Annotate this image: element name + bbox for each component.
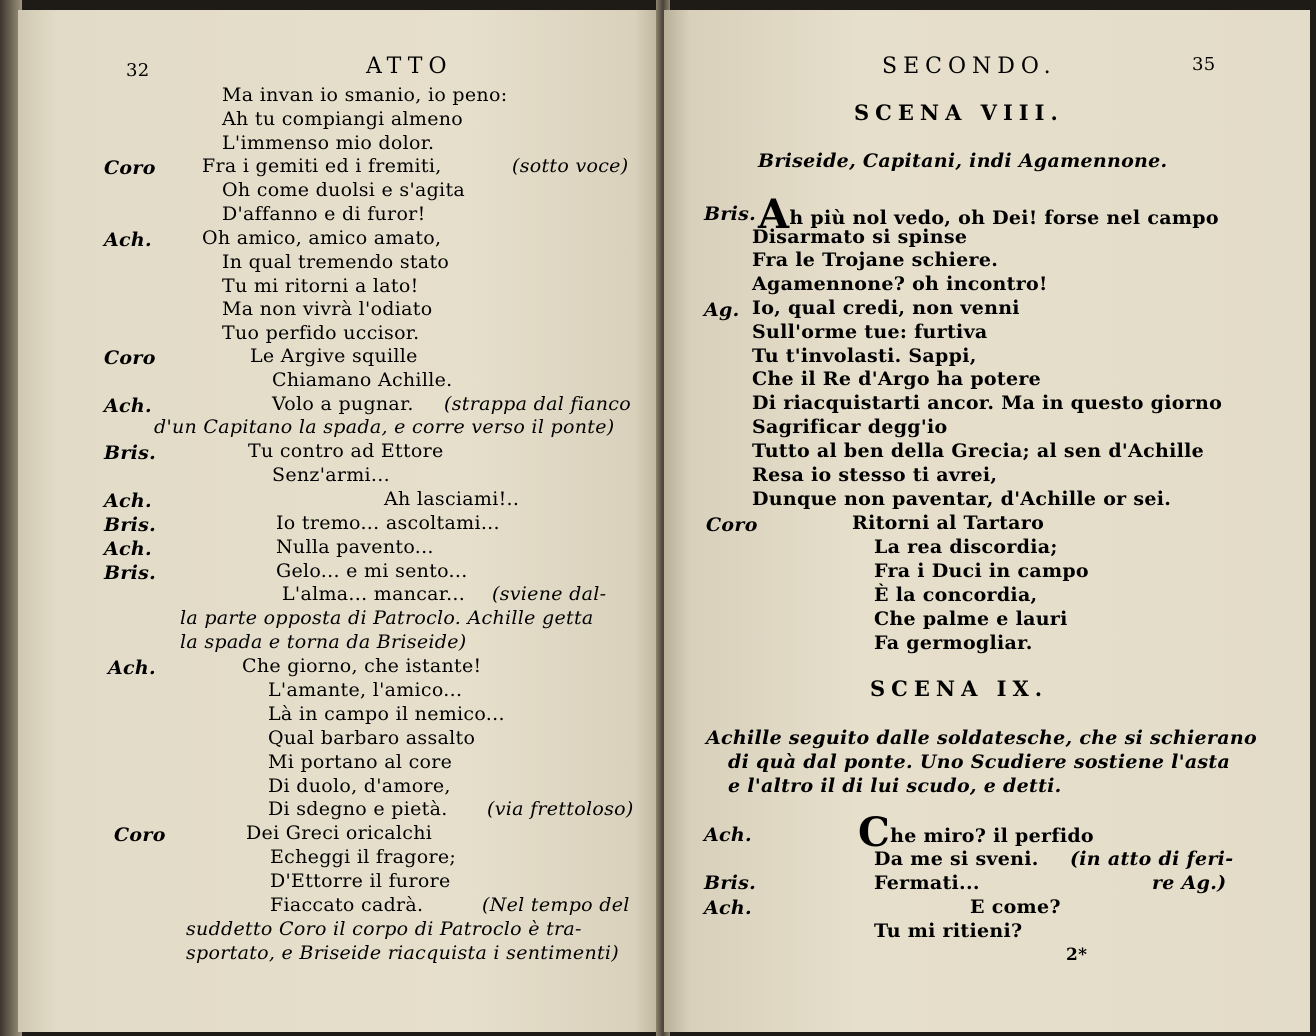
stage-direction: di quà dal ponte. Uno Scudiere sostiene l'asta: [728, 751, 1231, 773]
verse-line: Tu contro ad Ettore: [248, 440, 444, 462]
verse-line: Volo a pugnar.: [272, 393, 414, 415]
speaker-label: Ach.: [104, 490, 152, 512]
verse-line: Tu t'involasti. Sappi,: [752, 345, 977, 367]
verse-line: Fermati...: [874, 872, 980, 894]
verse-line: Le Argive squille: [250, 345, 418, 367]
stage-direction: suddetto Coro il corpo di Patroclo è tra-: [186, 918, 582, 940]
speaker-label: Ach.: [104, 395, 152, 417]
verse-line: Oh come duolsi e s'agita: [222, 179, 466, 201]
verse-line: Fra i gemiti ed i fremiti,: [202, 155, 442, 177]
verse-line: Fra i Duci in campo: [874, 560, 1089, 582]
page-number: 32: [126, 60, 150, 81]
verse-line: Sull'orme tue: furtiva: [752, 321, 988, 343]
stage-direction: re Ag.): [1152, 872, 1227, 894]
verse-line: È la concordia,: [874, 584, 1038, 606]
speaker-label: Ach.: [104, 538, 152, 560]
verse-line: In qual tremendo stato: [222, 251, 450, 273]
verse-line: Oh amico, amico amato,: [202, 227, 442, 249]
verse-line: Di duolo, d'amore,: [268, 775, 451, 797]
drop-capital: A: [758, 191, 790, 238]
stage-direction: Achille seguito dalle soldatesche, che si schierano: [706, 727, 1257, 749]
stage-direction: d'un Capitano la spada, e corre verso il ponte): [154, 416, 615, 438]
verse-line: Che il Re d'Argo ha potere: [752, 368, 1042, 390]
verse-line: Resa io stesso ti avrei,: [752, 464, 998, 486]
stage-direction: (sotto voce): [512, 155, 629, 177]
verse-line: Ah lasciami!..: [384, 488, 520, 510]
verse-line: Di riacquistarti ancor. Ma in questo giorno: [752, 392, 1223, 414]
verse-line: Mi portano al core: [268, 751, 453, 773]
speaker-label: Ach.: [704, 824, 752, 846]
verse-line: Qual barbaro assalto: [268, 727, 476, 749]
speaker-label: Bris.: [704, 872, 757, 894]
speaker-label: Bris.: [104, 514, 157, 536]
verse-line: Tuo perfido uccisor.: [222, 322, 420, 344]
scene-heading: SCENA VIII.: [854, 100, 1064, 125]
verse-line: Tu mi ritorni a lato!: [222, 275, 419, 297]
speaker-label: Bris.: [104, 442, 157, 464]
verse-line: Chiamano Achille.: [272, 369, 453, 391]
verse-line: Ma non vivrà l'odiato: [222, 298, 433, 320]
verse-line: Da me si sveni.: [874, 848, 1039, 870]
speaker-label: Ach.: [104, 229, 152, 251]
verse-line: Echeggi il fragore;: [270, 846, 457, 868]
stage-direction: la spada e torna da Briseide): [180, 631, 467, 653]
stage-direction: e l'altro il di lui scudo, e detti.: [728, 775, 1062, 797]
verse-line: Là in campo il nemico...: [268, 703, 505, 725]
verse-line: Fra le Trojane schiere.: [752, 249, 999, 271]
stage-direction: (Nel tempo del: [482, 894, 630, 916]
speaker-label: Coro: [104, 157, 156, 179]
verse-line: L'immenso mio dolor.: [222, 132, 435, 154]
verse-line: Che palme e lauri: [874, 608, 1068, 630]
verse-line: D'affanno e di furor!: [222, 203, 426, 225]
verse-line: [858, 809, 1094, 856]
speaker-label: Coro: [104, 347, 156, 369]
stage-direction: sportato, e Briseide riacquista i sentimenti): [186, 942, 620, 964]
verse-line: Tu mi ritieni?: [874, 920, 1023, 942]
verse-line: Di sdegno e pietà.: [268, 798, 448, 820]
verse-line: La rea discordia;: [874, 536, 1058, 558]
verse-line: Sagrificar degg'io: [752, 416, 948, 438]
verse-line: E come?: [970, 896, 1061, 918]
speaker-label: Bris.: [104, 562, 157, 584]
verse-line: Senz'armi...: [272, 464, 390, 486]
stage-direction: (in atto di feri-: [1070, 848, 1234, 870]
verse-line: Nulla pavento...: [276, 536, 434, 558]
verse-line: Disarmato si spinse: [752, 226, 968, 248]
verse-line: Dunque non paventar, d'Achille or sei.: [752, 488, 1172, 510]
speaker-label: Ach.: [704, 897, 752, 919]
verse-line: Ah tu compiangi almeno: [222, 108, 464, 130]
stage-direction: (strappa dal fianco: [444, 393, 631, 415]
verse-line: Io tremo... ascoltami...: [276, 512, 500, 534]
speaker-label: Coro: [114, 824, 166, 846]
verse-line: L'amante, l'amico...: [268, 679, 463, 701]
verse-line-text: h più nol vedo, oh Dei! forse nel campo: [789, 207, 1219, 229]
verse-line: Ritorni al Tartaro: [852, 512, 1045, 534]
speaker-label: Ag.: [704, 299, 740, 321]
verse-line: Fiaccato cadrà.: [270, 894, 424, 916]
speaker-label: Bris.: [704, 203, 757, 225]
stage-direction: (via frettoloso): [487, 798, 634, 820]
verse-line: Ma invan io smanio, io peno:: [222, 84, 508, 106]
verse-line: Dei Greci oricalchi: [246, 822, 433, 844]
scene-cast: Briseide, Capitani, indi Agamennone.: [758, 150, 1168, 172]
stage-direction: la parte opposta di Patroclo. Achille getta: [180, 607, 594, 629]
speaker-label: Coro: [706, 514, 758, 536]
running-head: ATTO: [366, 54, 453, 79]
scene-heading: SCENA IX.: [870, 676, 1049, 701]
speaker-label: Ach.: [108, 657, 156, 679]
signature-mark: 2*: [1066, 945, 1088, 965]
drop-capital: C: [858, 809, 891, 856]
verse-line: Che giorno, che istante!: [242, 655, 482, 677]
stage-direction: (sviene dal-: [492, 583, 607, 605]
verse-line: L'alma... mancar...: [282, 583, 466, 605]
verse-line: Agamennone? oh incontro!: [752, 273, 1048, 295]
verse-line: Gelo... e mi sento...: [276, 560, 468, 582]
verse-line: Fa germogliar.: [874, 632, 1033, 654]
running-head: SECONDO.: [882, 54, 1057, 79]
verse-line: Io, qual credi, non venni: [752, 297, 1020, 319]
verse-line-text: he miro? il perfido: [890, 825, 1094, 847]
verse-line: D'Ettorre il furore: [270, 870, 451, 892]
page-number: 35: [1192, 54, 1216, 75]
verse-line: Tutto al ben della Grecia; al sen d'Achille: [752, 440, 1205, 462]
